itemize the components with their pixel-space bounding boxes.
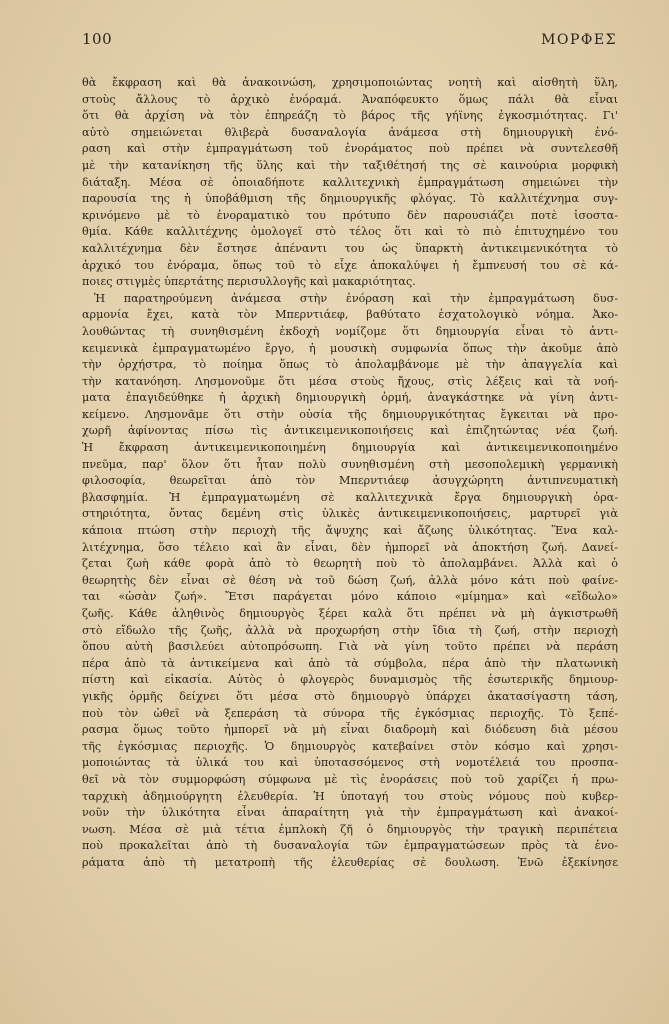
- text-line: λουθώντας τὴ συνηθισμένη ἐκδοχὴ νομίζομε ὅτι δημιουργία εἶναι τὸ ἀντι-: [82, 324, 618, 338]
- text-line: λιτέχνημα, ὅσο τέλειο καὶ ἂν εἶναι, δὲν ἠμπορεῖ νὰ ἀποκτήση ζωή. Δανεί-: [82, 540, 618, 554]
- text-line: ὅπου αὐτὴ βασιλεύει αὐτοπρόσωπη. Γιὰ νὰ γίνη τοῦτο πρέπει νὰ περάση: [82, 640, 618, 654]
- text-line: Ἡ παρατηρούμενη ἀνάμεσα στὴν ἐνόραση καὶ τὴν ἐμπραγμάτωση δυσ-: [94, 291, 618, 305]
- text-line: βλασφημία. Ἡ ἐμπραγματωμένη σὲ καλλιτεχνικὰ ἔργα δημιουργικὴ ὁρα-: [82, 490, 618, 504]
- text-line: στοὺς ἄλλους τὸ ἀρχικὸ ἐνόραμά. Ἀναπόφευκτο ὅμως πάλι θὰ εἶναι: [82, 92, 618, 106]
- text-line: καλλιτέχνημα δὲν ἔστησε ἀπέναντι του ὡς ὕπαρκτὴ ἀντικειμενικότητα τὸ: [82, 241, 618, 255]
- text-line: χωρῆ ἀφίνοντας πίσω τὶς ἀντικειμενικοποιήσεις καὶ ἐπιζητώντας νέα ζωή.: [82, 424, 618, 438]
- text-line: ὅτι θὰ ἀρχίση νὰ τὸν ἐπηρεάζη τὸ βάρος τῆς γήϊνης ἐγκοσμιότητας. Γι': [82, 109, 618, 123]
- text-line: ράματα ἀπὸ τὴ μετατροπὴ τῆς ἐλευθερίας σὲ δουλωση. Ἐνῶ ἐξεκίνησε: [82, 855, 618, 869]
- text-line: τὴν ὀρχήστρα, τὸ ποίημα ὅπως τὸ ἀπολαμβάνομε μὲ τὴν ἀπαγγελία καὶ: [82, 358, 618, 372]
- text-line: ζωῆς. Κάθε ἀληθινὸς δημιουργὸς ξέρει καλὰ ὅτι πρέπει νὰ μὴ ἀγκιστρωθῆ: [82, 607, 618, 620]
- text-line: ποὺ τὸν ὠθεῖ νὰ ξεπεράση τὰ σύνορα τῆς ἐγκόσμιας περιοχῆς. Τὸ ξεπέ-: [82, 706, 618, 720]
- text-line: κάποια πτώση στὴν περιοχὴ τῆς ἄψυχης καὶ ἄζωης ὑλικότητας. Ἕνα καλ-: [82, 524, 618, 538]
- text-line: κείμενο. Λησμονᾶμε ὅτι στὴν οὐσία τῆς δημιουργικότητας ἔγκειται νὰ προ-: [82, 407, 618, 421]
- text-line: αρμονία ἔχει, κατὰ τὸν Μπερντιάεφ, βαθύτατο ἐσχατολογικὸ νόημα. Ἀκο-: [82, 308, 618, 322]
- text-line: πνεῦμα, παρ' ὅλον ὅτι ἦταν πολὺ συνηθισμένη στὴ μεσοπολεμικὴ γερμανικὴ: [82, 457, 618, 471]
- text-line: θεῖ νὰ τὸν συμμορφώση σύμφωνα μὲ τὶς ἐνοράσεις ποὺ τοῦ χαρίζει ἡ πρω-: [82, 772, 618, 786]
- running-head: ΜΟΡΦΕΣ: [541, 32, 617, 48]
- text-line: τὴν κατανόηση. Λησμονοῦμε ὅτι μέσα στοὺς ἤχους, στὶς λέξεις καὶ τὰ νοή-: [82, 374, 618, 388]
- text-line: ἀρχικό του ἐνόραμα, ὅπως τοῦ τὸ εἶχε ἀποκαλύψει ἡ ἔμπνευσή του σὲ κά-: [82, 258, 618, 272]
- page-number: 100: [82, 30, 113, 48]
- page-header: [82, 30, 617, 48]
- text-line: θμία. Κάθε καλλιτέχνης ὁμολογεῖ στὸ τέλος ὅτι καὶ τὸ πιὸ ἐπιτυχημένο του: [82, 225, 618, 239]
- text-line: αὐτὸ σημειώνεται θλιβερὰ δυσαναλογία ἀνάμεσα στὴ δημιουργικὴ ἐνό-: [82, 125, 618, 139]
- text-line: νοῦν τὴν ὑλικότητα εἶναι ἀπαραίτητη γιὰ τὴν ἐμπραγμάτωση καὶ ἀνακοί-: [82, 806, 618, 820]
- text-line: πίστη καὶ εἰκασία. Αὐτὸς ὁ φλογερὸς δυναμισμὸς τῆς ἐσωτερικῆς δημιουρ-: [82, 673, 618, 687]
- text-line: ποιες στιγμὲς ὑπερτάτης περισυλλογῆς καὶ μακαριότητας.: [82, 275, 416, 289]
- text-line: κρινόμενο μὲ τὸ ἐνοραματικὸ του πρότυπο δὲν παρουσιάζει ποτὲ ἰσοστα-: [82, 208, 618, 222]
- text-line: μοποιώντας τὰ ὑλικά του καὶ ὑποτασσόμενος στὴ νομοτέλειά του προσπα-: [82, 756, 618, 770]
- text-line: πέρα ἀπὸ τὰ ἀντικείμενα καὶ ἀπὸ τὰ σύμβολα, πέρα ἀπὸ τὴν πλατωνικὴ: [82, 656, 618, 670]
- text-line: ραση καὶ στὴν ἐμπραγμάτωση τοῦ ἐνοράματος ποὺ πρέπει νὰ συντελεσθῆ: [82, 142, 618, 156]
- text-line: κειμενικὰ ἐμπραγματωμένο ἔργο, ἡ μουσικὴ συμφωνία ὅπως τὴν ἀκοῦμε ἀπὸ: [82, 341, 618, 355]
- text-line: Ἡ ἔκφραση ἀντικειμενικοποιημένη δημιουργία καὶ ἀντικειμενικοποιημένο: [82, 441, 618, 455]
- text-line: διάταξη. Μέσα σὲ ὁποιαδήποτε καλλιτεχνικὴ ἐμπραγμάτωση σημειώνει τὴν: [82, 175, 618, 189]
- text-line: φιλοσοφία, θεωρεῖται ἀπὸ τὸν Μπερντιάεφ ἀσυγχώρητη ἀντιπνευματικὴ: [82, 474, 618, 488]
- text-line: γικῆς ὁρμῆς δείχνει ὅτι μέσα στὸ δημιουργὸ ὑπάρχει ἀκατασίγαστη τάση,: [82, 689, 618, 703]
- text-line: ποὺ προκαλεῖται ἀπὸ τὴ δυσαναλογία τῶν ἐμπραγματώσεων πρὸς τὰ ἐνο-: [82, 839, 618, 853]
- text-line: μὲ τὴν κατανίκηση τῆς ὕλης καὶ τὴν ταξιθέτησή της σὲ καινούρια μορφικὴ: [82, 158, 618, 172]
- text-line: θὰ ἔκφραση καὶ θὰ ἀνακοινώση, χρησιμοποιώντας νοητὴ καὶ αἰσθητὴ ὕλη,: [82, 76, 618, 89]
- text-line: παρουσία της ἡ ὑποβάθμιση τῆς δημιουργικῆς φλόγας. Τὸ καλλιτέχνημα συγ-: [82, 192, 618, 206]
- text-line: θεωρητὴς δὲν εἶναι σὲ θέση νὰ τοῦ δώση ζωή, ἀλλὰ μόνο κάτι ποὺ φαίνε-: [82, 573, 618, 587]
- text-line: τῆς ἐγκόσμιας περιοχῆς. Ὁ δημιουργὸς κατεβαίνει στὸν κόσμο καὶ χρησι-: [82, 739, 618, 753]
- text-line: στηριότητα, ὄντας δεμένη στὶς ὑλικὲς ἀντικειμενικοποιήσεις, μαρτυρεῖ γιὰ: [82, 507, 618, 521]
- text-line: στὸ εἴδωλο τῆς ζωῆς, ἀλλὰ νὰ προχωρήση στὴν ἴδια τὴ ζωή, στὴν περιοχὴ: [82, 623, 618, 637]
- text-line: ρασμα ὅμως τοῦτο ἠμπορεῖ νὰ μὴ εἶναι διαδρομὴ καὶ διόδευση διὰ μέσου: [82, 723, 618, 737]
- text-line: νωση. Μέσα σὲ μιὰ τέτια ἐμπλοκὴ ζῆ ὁ δημιουργὸς τὴν τραγικὴ περιπέτεια: [82, 822, 618, 836]
- body-text: [82, 75, 618, 872]
- text-line: ταρχικὴ ἀδημιούργητη ἐλευθερία. Ἡ ὑποταγή του στοὺς νόμους ποὺ κυβερ-: [82, 789, 618, 803]
- text-line: ται «ὡσὰν ζωή». Ἔτσι παράγεται μόνο κάποιο «μίμημα» καὶ «εἴδωλο»: [82, 590, 618, 604]
- text-line: ματα ἐπαγιδεύθηκε ἡ ἀρχικὴ δημιουργικὴ ὁρμή, ἀναγκάστηκε νὰ γίνη ἀντι-: [82, 391, 618, 405]
- text-line: ζεται ζωὴ κάθε φορὰ ἀπὸ τὸ θεωρητὴ ποὺ τὸ ἀπολαμβάνει. Ἀλλὰ καὶ ὁ: [82, 557, 618, 571]
